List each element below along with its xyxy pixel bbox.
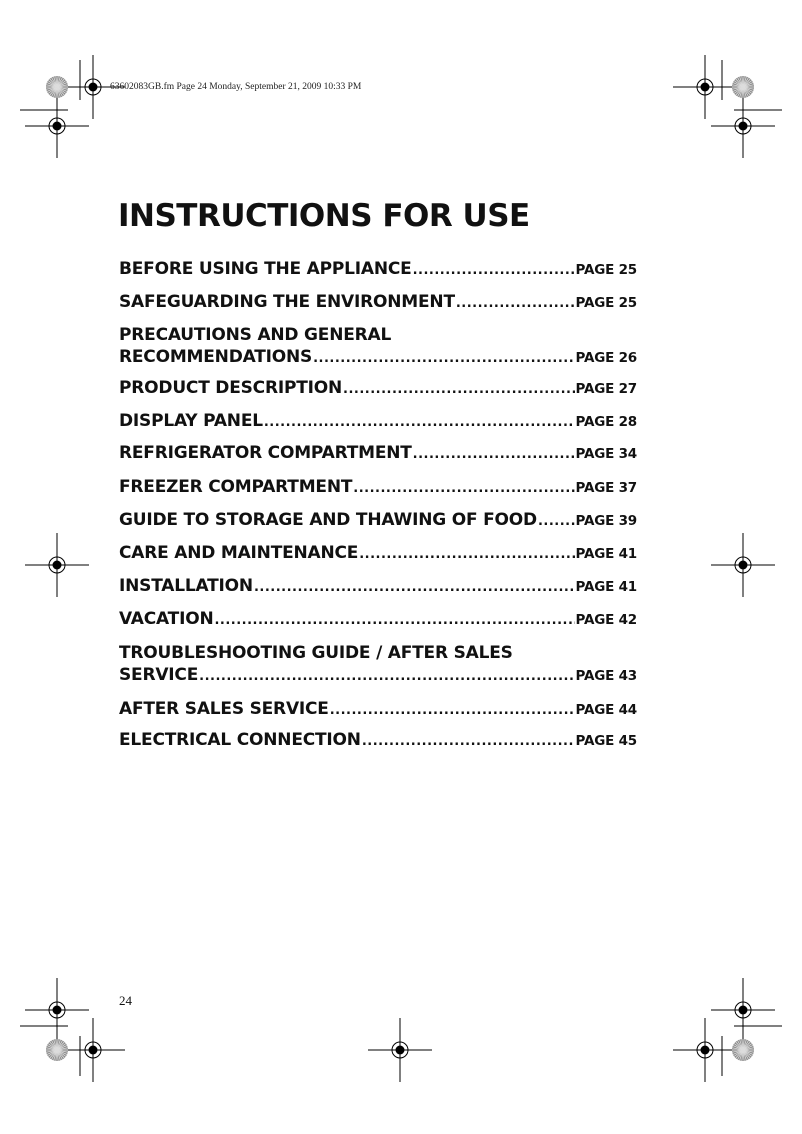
dot-leader — [456, 296, 575, 311]
toc-page-ref: PAGE 27 — [575, 381, 637, 397]
registration-dot — [53, 122, 62, 131]
registration-dot — [53, 561, 62, 570]
toc-entry[interactable] — [119, 510, 637, 532]
toc-entry-title: AFTER SALES SERVICE — [119, 699, 329, 719]
registration-dot — [739, 122, 748, 131]
dot-leader — [413, 263, 575, 278]
toc-page-ref: PAGE 42 — [575, 612, 637, 628]
dot-leader — [359, 547, 574, 562]
dot-leader — [313, 351, 574, 366]
registration-dot — [396, 1046, 405, 1055]
registration-dot — [89, 1046, 98, 1055]
dot-leader — [538, 514, 575, 529]
dot-leader — [353, 481, 574, 496]
toc-entry-title: REFRIGERATOR COMPARTMENT — [119, 443, 412, 463]
registration-dot — [53, 1006, 62, 1015]
toc-entry[interactable] — [119, 443, 637, 465]
toc-entry-title: CARE AND MAINTENANCE — [119, 543, 359, 563]
toc-entry-title: DISPLAY PANEL — [119, 411, 263, 431]
toc-page-ref: PAGE 39 — [575, 513, 637, 529]
toc-entry-title: FREEZER COMPARTMENT — [119, 477, 353, 497]
registration-dot — [701, 1046, 710, 1055]
toc-page-ref: PAGE 41 — [575, 546, 637, 562]
toc-page-ref: PAGE 41 — [575, 579, 637, 595]
toc-entry[interactable] — [119, 259, 637, 281]
toc-entry-title: SERVICE — [119, 665, 199, 685]
toc-entry[interactable] — [119, 609, 637, 631]
toc-entry[interactable] — [119, 699, 637, 721]
toc-entry[interactable] — [119, 730, 637, 752]
toc-entry[interactable] — [119, 643, 637, 687]
toc-page-ref: PAGE 34 — [575, 446, 637, 462]
page-number: 24 — [119, 993, 132, 1008]
toc-entry[interactable] — [119, 477, 637, 499]
toc-entry[interactable] — [119, 543, 637, 565]
toc-page-ref: PAGE 37 — [575, 480, 637, 496]
toc-entry[interactable] — [119, 325, 637, 369]
registration-dot — [739, 1006, 748, 1015]
toc-page-ref: PAGE 43 — [575, 668, 637, 684]
toc-page-ref: PAGE 44 — [575, 702, 637, 718]
dot-leader — [254, 580, 575, 595]
registration-dot — [701, 83, 710, 92]
toc-entry[interactable] — [119, 292, 637, 314]
dot-leader — [362, 734, 575, 749]
toc-entry[interactable] — [119, 378, 637, 400]
registration-dot — [739, 561, 748, 570]
dot-leader — [199, 669, 574, 684]
toc-entry-title: TROUBLESHOOTING GUIDE / AFTER SALES — [119, 643, 513, 663]
toc-page-ref: PAGE 26 — [575, 350, 637, 366]
toc-page-ref: PAGE 25 — [575, 295, 637, 311]
toc-entry-title: ELECTRICAL CONNECTION — [119, 730, 361, 750]
toc-entry-title: INSTALLATION — [119, 576, 253, 596]
dot-leader — [264, 415, 575, 430]
toc-entry-title: GUIDE TO STORAGE AND THAWING OF FOOD — [119, 510, 537, 530]
toc-page-ref: PAGE 45 — [575, 733, 637, 749]
toc-page-ref: PAGE 25 — [575, 262, 637, 278]
toc-entry-title: BEFORE USING THE APPLIANCE — [119, 259, 412, 279]
toc-entry-title: VACATION — [119, 609, 214, 629]
dot-leader — [343, 382, 574, 397]
toc-entry-title: PRODUCT DESCRIPTION — [119, 378, 343, 398]
page-title: INSTRUCTIONS FOR USE — [118, 198, 530, 234]
file-slug-header: 63602083GB.fm Page 24 Monday, September 21, 2009 10:33 PM — [110, 82, 362, 92]
toc-page-ref: PAGE 28 — [575, 414, 637, 430]
dot-leader — [330, 703, 575, 718]
toc-entry[interactable] — [119, 576, 637, 598]
registration-dot — [89, 83, 98, 92]
toc-entry[interactable] — [119, 411, 637, 433]
toc-entry-title: RECOMMENDATIONS — [119, 347, 313, 367]
toc-entry-title: PRECAUTIONS AND GENERAL — [119, 325, 392, 345]
dot-leader — [214, 613, 574, 628]
toc-entry-title: SAFEGUARDING THE ENVIRONMENT — [119, 292, 455, 312]
dot-leader — [413, 447, 575, 462]
